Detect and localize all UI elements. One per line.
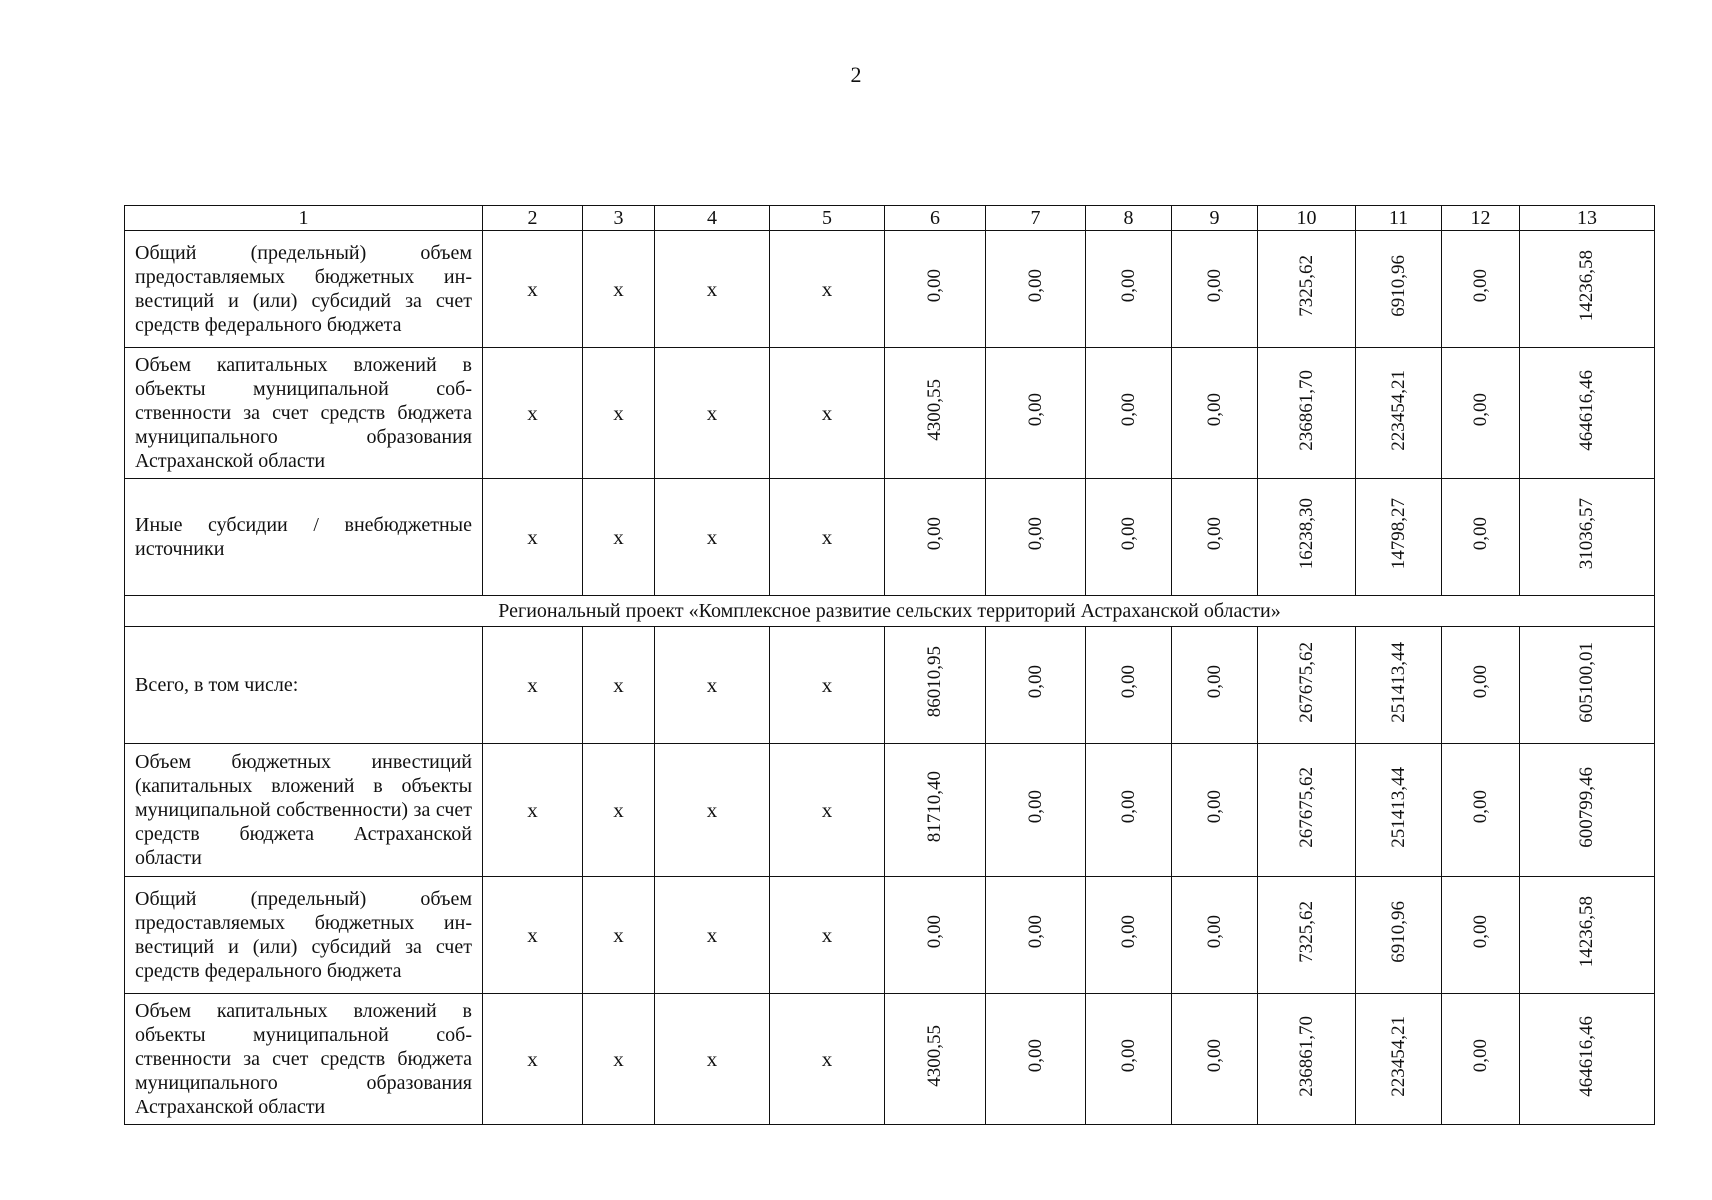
value-cell — [1442, 744, 1520, 877]
value-text: 0,00 — [1469, 269, 1491, 303]
value-text: 0,00 — [1117, 269, 1139, 303]
x-mark-cell: x — [583, 744, 655, 877]
x-mark-cell: x — [655, 479, 770, 596]
value-text: 81710,40 — [924, 771, 945, 843]
column-header: 6 — [885, 206, 986, 231]
value-cell — [1172, 627, 1258, 744]
value-cell — [1520, 994, 1655, 1125]
value-cell — [1356, 877, 1442, 994]
value-cell — [986, 744, 1086, 877]
value-cell — [1442, 627, 1520, 744]
row-label: Объем капитальных вложений в объекты муниципальной собственности за счет средств бюджета муниципального образования Астраханской области — [125, 348, 483, 479]
value-cell — [1356, 479, 1442, 596]
column-header-row — [125, 206, 1655, 231]
value-text: 223454,21 — [1387, 1015, 1409, 1097]
column-header: 10 — [1258, 206, 1356, 231]
value-text: 6910,96 — [1387, 901, 1409, 963]
value-cell — [1086, 877, 1172, 994]
row-label: Объем капитальных вложений в объекты муниципальной собственности за счет средств бюджета муниципального образования Астраханской области — [125, 994, 483, 1125]
column-header: 2 — [483, 206, 583, 231]
value-cell — [1172, 231, 1258, 348]
value-cell — [885, 744, 986, 877]
x-mark-cell: x — [583, 627, 655, 744]
value-cell — [1086, 744, 1172, 877]
x-mark-cell: x — [655, 231, 770, 348]
value-text: 0,00 — [924, 915, 945, 949]
value-text: 0,00 — [1117, 393, 1139, 427]
table-row — [125, 877, 1655, 994]
x-mark-cell: x — [483, 627, 583, 744]
value-cell — [986, 231, 1086, 348]
column-header: 13 — [1520, 206, 1655, 231]
value-text: 0,00 — [1203, 517, 1225, 551]
x-mark-cell: x — [483, 744, 583, 877]
value-cell — [1258, 744, 1356, 877]
column-header: 7 — [986, 206, 1086, 231]
value-text: 0,00 — [924, 517, 945, 551]
table-body — [125, 206, 1655, 1125]
value-text: 0,00 — [1469, 790, 1491, 824]
value-text: 0,00 — [1024, 790, 1046, 824]
x-mark-cell: x — [483, 877, 583, 994]
value-text: 4300,55 — [924, 379, 945, 441]
value-text: 0,00 — [1117, 665, 1139, 699]
value-cell — [1172, 348, 1258, 479]
value-text: 0,00 — [1117, 790, 1139, 824]
value-cell — [1442, 231, 1520, 348]
value-cell — [1258, 479, 1356, 596]
table-row — [125, 744, 1655, 877]
value-cell — [1258, 627, 1356, 744]
value-text: 0,00 — [1203, 915, 1225, 949]
x-mark-cell: x — [655, 348, 770, 479]
column-header: 12 — [1442, 206, 1520, 231]
value-text: 0,00 — [1024, 665, 1046, 699]
value-cell — [1520, 479, 1655, 596]
value-text: 16238,30 — [1295, 498, 1317, 570]
value-text: 605100,01 — [1576, 641, 1597, 723]
x-mark-cell: x — [770, 877, 885, 994]
value-text: 0,00 — [1469, 665, 1491, 699]
value-text: 7325,62 — [1295, 901, 1317, 963]
x-mark-cell: x — [583, 877, 655, 994]
value-text: 0,00 — [1024, 393, 1046, 427]
value-cell — [1258, 994, 1356, 1125]
x-mark-cell: x — [770, 627, 885, 744]
value-cell — [1442, 479, 1520, 596]
value-text: 251413,44 — [1387, 641, 1409, 723]
x-mark-cell: x — [483, 994, 583, 1125]
value-text: 0,00 — [1469, 517, 1491, 551]
value-cell — [1442, 994, 1520, 1125]
value-cell — [885, 994, 986, 1125]
row-label: Общий (предельный) объем предоставляемых бюджетных инвестиций и (или) субсидий за счет средств федерального бюджета — [125, 877, 483, 994]
value-cell — [1356, 627, 1442, 744]
x-mark-cell: x — [770, 744, 885, 877]
x-mark-cell: x — [583, 348, 655, 479]
value-cell — [1442, 877, 1520, 994]
value-text: 0,00 — [1117, 915, 1139, 949]
value-cell — [986, 348, 1086, 479]
x-mark-cell: x — [655, 627, 770, 744]
value-cell — [1086, 479, 1172, 596]
value-text: 0,00 — [1024, 517, 1046, 551]
value-cell — [1172, 479, 1258, 596]
value-cell — [1086, 348, 1172, 479]
value-text: 0,00 — [1203, 790, 1225, 824]
x-mark-cell: x — [583, 994, 655, 1125]
value-cell — [1258, 231, 1356, 348]
column-header: 9 — [1172, 206, 1258, 231]
value-text: 4300,55 — [924, 1025, 945, 1087]
section-row — [125, 596, 1655, 627]
x-mark-cell: x — [483, 479, 583, 596]
row-label: Всего, в том числе: — [125, 627, 483, 744]
section-title: Региональный проект «Комплексное развитие сельских территорий Астраханской области» — [125, 596, 1655, 627]
x-mark-cell: x — [770, 348, 885, 479]
column-header: 5 — [770, 206, 885, 231]
row-label: Общий (предельный) объем предоставляемых бюджетных инвестиций и (или) субсидий за счет средств федерального бюджета — [125, 231, 483, 348]
value-text: 0,00 — [1024, 1039, 1046, 1073]
value-cell — [1442, 348, 1520, 479]
value-text: 31036,57 — [1576, 498, 1597, 570]
value-cell — [1172, 994, 1258, 1125]
value-cell — [1086, 627, 1172, 744]
value-text: 464616,46 — [1576, 1015, 1597, 1097]
value-text: 14798,27 — [1387, 498, 1409, 570]
value-cell — [1520, 348, 1655, 479]
value-cell — [885, 627, 986, 744]
table-row — [125, 348, 1655, 479]
row-label: Иные субсидии / внебюджетные источники — [125, 479, 483, 596]
value-cell — [986, 994, 1086, 1125]
value-text: 14236,58 — [1576, 896, 1597, 968]
value-cell — [986, 877, 1086, 994]
value-text: 0,00 — [1024, 269, 1046, 303]
value-text: 0,00 — [1203, 269, 1225, 303]
value-cell — [1172, 877, 1258, 994]
value-text: 14236,58 — [1576, 250, 1597, 322]
value-cell — [1258, 877, 1356, 994]
page-number: 2 — [850, 62, 862, 87]
value-cell — [885, 231, 986, 348]
column-header: 8 — [1086, 206, 1172, 231]
column-header: 1 — [125, 206, 483, 231]
x-mark-cell: x — [770, 231, 885, 348]
column-header: 4 — [655, 206, 770, 231]
value-text: 251413,44 — [1387, 766, 1409, 848]
x-mark-cell: x — [583, 479, 655, 596]
value-text: 267675,62 — [1295, 766, 1317, 848]
value-cell — [885, 877, 986, 994]
x-mark-cell: x — [770, 994, 885, 1125]
table-row — [125, 627, 1655, 744]
value-cell — [1258, 348, 1356, 479]
value-text: 0,00 — [1203, 1039, 1225, 1073]
value-cell — [1356, 348, 1442, 479]
value-text: 236861,70 — [1295, 1015, 1317, 1097]
table-row — [125, 994, 1655, 1125]
value-text: 0,00 — [1469, 393, 1491, 427]
value-text: 6910,96 — [1387, 255, 1409, 317]
x-mark-cell: x — [655, 744, 770, 877]
value-cell — [885, 479, 986, 596]
value-cell — [1520, 231, 1655, 348]
value-text: 0,00 — [1203, 665, 1225, 699]
value-text: 223454,21 — [1387, 369, 1409, 451]
value-cell — [1086, 231, 1172, 348]
value-text: 236861,70 — [1295, 369, 1317, 451]
value-cell — [1520, 877, 1655, 994]
value-cell — [986, 627, 1086, 744]
table-row — [125, 479, 1655, 596]
value-text: 0,00 — [1469, 1039, 1491, 1073]
value-cell — [1356, 744, 1442, 877]
value-text: 0,00 — [1469, 915, 1491, 949]
value-cell — [1356, 231, 1442, 348]
row-label: Объем бюджетных инвестиций (капитальных вложений в объекты муниципальной собственности) за счет средств бюджета Астраханской области — [125, 744, 483, 877]
value-cell — [885, 348, 986, 479]
value-cell — [1356, 994, 1442, 1125]
value-cell — [986, 479, 1086, 596]
value-text: 0,00 — [1117, 1039, 1139, 1073]
column-header: 3 — [583, 206, 655, 231]
x-mark-cell: x — [483, 348, 583, 479]
x-mark-cell: x — [583, 231, 655, 348]
x-mark-cell: x — [483, 231, 583, 348]
column-header: 11 — [1356, 206, 1442, 231]
value-text: 7325,62 — [1295, 255, 1317, 317]
value-cell — [1520, 744, 1655, 877]
x-mark-cell: x — [770, 479, 885, 596]
value-text: 0,00 — [1203, 393, 1225, 427]
value-text: 0,00 — [924, 269, 945, 303]
value-cell — [1086, 994, 1172, 1125]
value-text: 267675,62 — [1295, 641, 1317, 723]
x-mark-cell: x — [655, 877, 770, 994]
value-text: 600799,46 — [1576, 766, 1597, 848]
value-text: 0,00 — [1117, 517, 1139, 551]
budget-table — [124, 205, 1655, 1125]
value-text: 0,00 — [1024, 915, 1046, 949]
value-cell — [1172, 744, 1258, 877]
table-row — [125, 231, 1655, 348]
x-mark-cell: x — [655, 994, 770, 1125]
value-text: 86010,95 — [924, 646, 945, 718]
value-text: 464616,46 — [1576, 369, 1597, 451]
value-cell — [1520, 627, 1655, 744]
